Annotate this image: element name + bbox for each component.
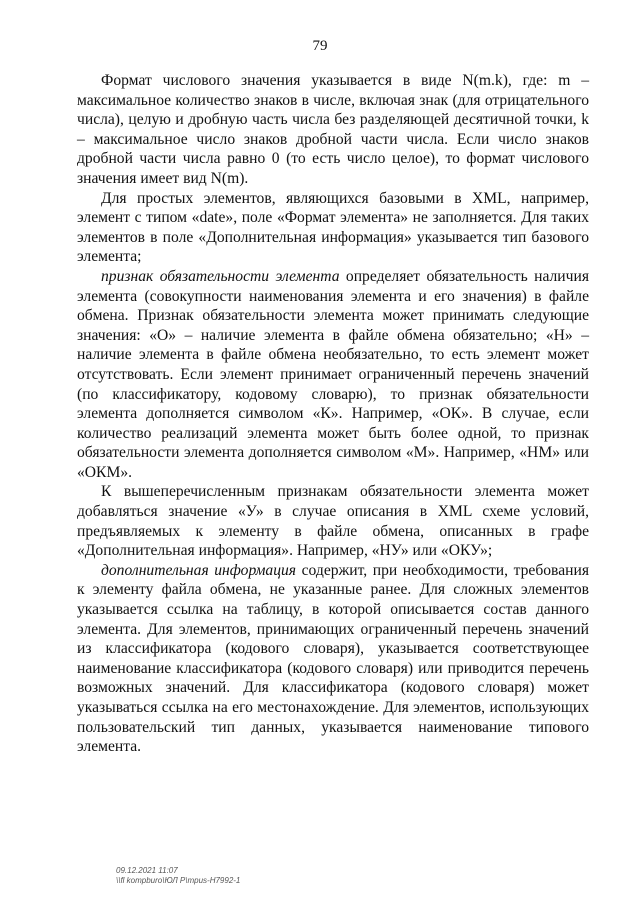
paragraph-text: Для простых элементов, являющихся базовыми в XML, например, элемент с типом «date», поле «Формат элемента» не заполняется. Для таких элементов в поле «Дополнительная информация» указывается тип базового элемента; xyxy=(77,189,589,266)
document-footer xyxy=(116,866,240,886)
document-body xyxy=(77,71,589,757)
footer-file-path: \\fl kompburo\ЮЛ Р\mpus-Н7992-1 xyxy=(116,876,241,885)
paragraph-text: Формат числового значения указывается в виде N(m.k), где: m – максимальное количество знаков в числе, включая знак (для отрицательного числа), целую и дробную часть числа без разделяющей десятичной точки, k – максимальное число знаков дробной части числа. Если число знаков дробной части числа равно 0 (то есть число целое), то формат числового значения имеет вид N(m). xyxy=(77,72,589,187)
paragraph-mandatory-flag xyxy=(77,267,589,483)
term-additional-info: дополнительная информация xyxy=(101,561,297,579)
paragraph-text: определяет обязательность наличия элемента (совокупности наименования элемента и его значения) в файле обмена. Признак обязательности элемента может принимать следующие значения: «О» – наличие элемента в файле обмена обязательно; «Н» – наличие элемента в файле обмена необязательно, то есть элемент может отсутствовать. Если элемент принимает ограниченный перечень значений (по классификатору, кодовому словарю), то признак обязательности элемента дополняется символом «К». Например, «ОК». В случае, если количество реализаций элемента может быть более одной, то признак обязательности элемента дополняется символом «М». Например, «НМ» или «ОКМ». xyxy=(77,267,589,481)
term-mandatory-flag: признак обязательности элемента xyxy=(101,267,340,285)
paragraph-additional-info xyxy=(77,561,589,757)
paragraph-text: содержит, при необходимости, требования к элементу файла обмена, не указанные ранее. Для сложных элементов указывается ссылка на таблицу, в которой описывается состав данного элемента. Для элементов, принимающих ограниченный перечень значений из классификатора (кодового словаря), указывается соответствующее наименование классификатора (кодового словаря) или приводится перечень возможных значений. Для классификатора (кодового словаря) может указываться ссылка на его местонахождение. Для элементов, использующих пользовательский тип данных, указывается наименование типового элемента. xyxy=(77,561,589,756)
paragraph-numeric-format xyxy=(77,71,589,189)
paragraph-simple-elements xyxy=(77,189,589,267)
paragraph-text: К вышеперечисленным признакам обязательности элемента может добавляться значение «У» в случае описания в XML схеме условий, предъявляемых к элементу в файле обмена, описанных в графе «Дополнительная информация». Например, «НУ» или «ОКУ»; xyxy=(77,483,589,560)
footer-timestamp: 09.12.2021 11:07 xyxy=(116,866,178,875)
page-number: 79 xyxy=(312,38,328,54)
paragraph-conditional-value xyxy=(77,482,589,560)
